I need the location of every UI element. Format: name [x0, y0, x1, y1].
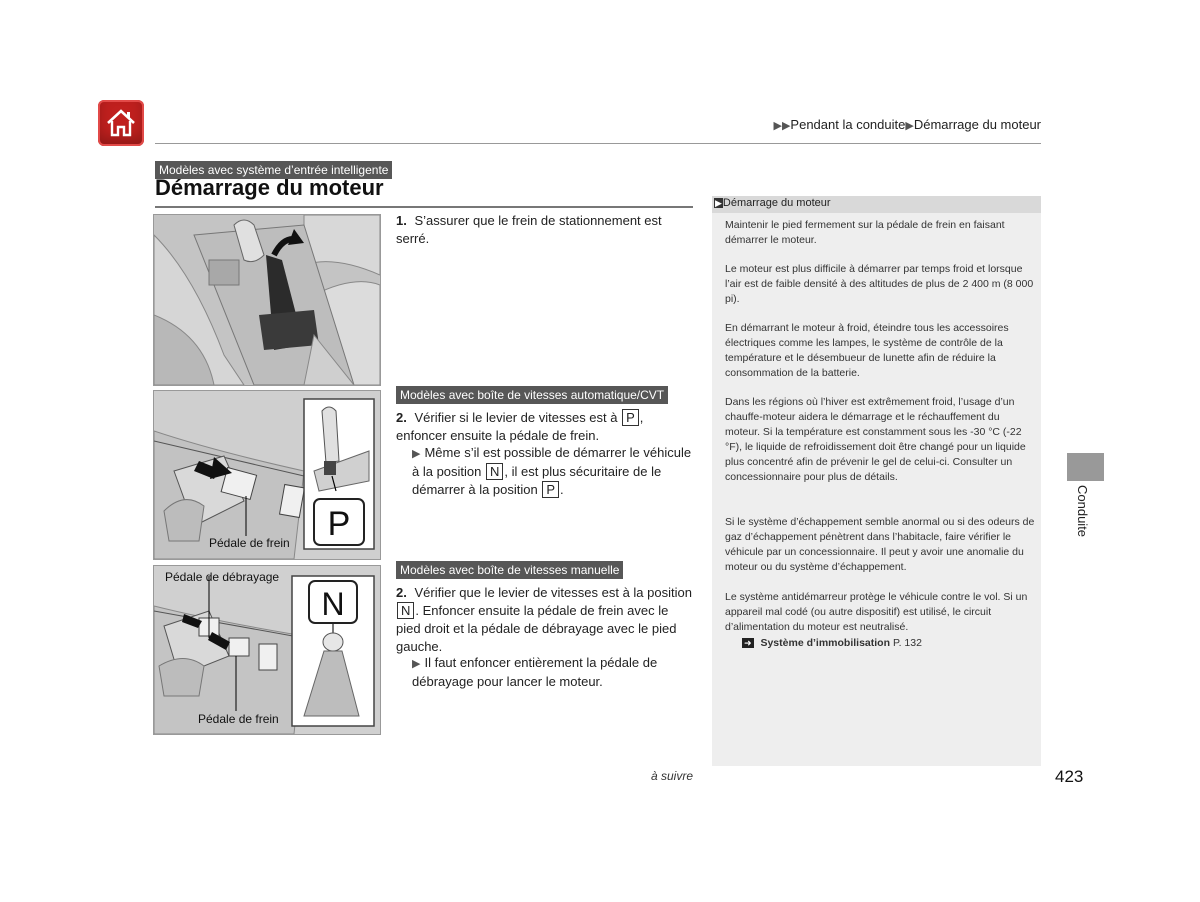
- step-text: Vérifier si le levier de vitesses est à: [414, 410, 618, 425]
- gear-p-label: P: [327, 505, 351, 543]
- header-divider: [155, 143, 1041, 144]
- model-tag-automatic: Modèles avec boîte de vitesses automatique/CVT: [396, 386, 668, 404]
- notes-title: [714, 197, 831, 209]
- arrow-icon: ▶: [412, 658, 421, 670]
- note-paragraph: En démarrant le moteur à froid, éteindre tous les accessoires électriques comme les lampes, le système de contrôle de la température et le désembueur de lunette afin de réduire la consommation de la batterie.: [725, 322, 1009, 379]
- parking-brake-illustration: [153, 214, 381, 386]
- reference-label[interactable]: Système d’immobilisation: [760, 637, 891, 649]
- home-icon: [105, 107, 137, 139]
- note-text: .: [560, 482, 564, 497]
- title-divider: [155, 206, 693, 208]
- note-text: , il est plus sécuritaire de le démarrer à la position: [412, 464, 662, 497]
- note-paragraph: Le système antidémarreur protège le véhicule contre le vol. Si un appareil mal codé (ou autre dispositif) est utilisé, le circuit d’alimentation du moteur est neutralisé.: [725, 591, 1028, 633]
- step-number: 1.: [396, 213, 407, 228]
- step-text: . Enfoncer ensuite la pédale de frein avec le pied droit et la pédale de débrayage avec le pied gauche.: [396, 603, 677, 654]
- arrow-icon: ▶: [412, 448, 421, 460]
- note-paragraph: Le moteur est plus difficile à démarrer par temps froid et lorsque l’air est de faible densité à des altitudes de plus de 2 400 m (8 000 pi).: [725, 263, 1034, 305]
- clutch-brake-shifter-illustration: [153, 565, 381, 735]
- gear-n-box: N: [486, 463, 503, 480]
- brake-pedal-label: Pédale de frein: [209, 536, 290, 550]
- step-text: , enfoncer ensuite la pédale de frein.: [396, 410, 644, 443]
- home-button[interactable]: [98, 100, 144, 146]
- step-2-manual: [396, 584, 696, 656]
- notes-title-text: Démarrage du moteur: [722, 197, 831, 209]
- brake-pedal-shifter-illustration: [153, 390, 381, 560]
- chapter-label: Conduite: [1075, 485, 1090, 538]
- note-text: Il faut enfoncer entièrement la pédale de débrayage pour lancer le moteur.: [412, 655, 658, 689]
- step-text: Vérifier que le levier de vitesses est à la position: [414, 585, 692, 600]
- breadcrumb-arrow-icon: ▶: [905, 120, 914, 132]
- brake-pedal-label: Pédale de frein: [198, 712, 279, 726]
- cross-reference[interactable]: [742, 636, 1052, 651]
- reference-page[interactable]: P. 132: [892, 637, 922, 649]
- page-number: 423: [1055, 767, 1084, 786]
- chapter-tab[interactable]: [1067, 453, 1104, 481]
- note-paragraph: Dans les régions où l’hiver est extrêmement froid, l’usage d’un chauffe-moteur aidera le démarrage et le réchauffement du moteur. Si la température est constamment sous les -30 °C (-22 °F), le liquide de refroidissement doit être changé pour un liquide plus concentré afin de prévenir le gel de celui-ci. Consulter un concessionnaire pour plus de détails.: [725, 396, 1026, 483]
- model-tag-smart-entry: Modèles avec système d’entrée intelligente: [155, 161, 392, 179]
- gear-p-box: P: [622, 409, 639, 426]
- step-1: [396, 212, 696, 248]
- note-paragraph: Si le système d’échappement semble anormal ou si des odeurs de gaz d’échappement pénètrent dans l’habitacle, faire vérifier le véhicule par un concessionnaire. Il peut y avoir une anomalie du moteur ou du système d’échappement.: [725, 516, 1035, 573]
- breadcrumb-arrow-icon: ▶▶: [773, 120, 791, 132]
- step-2-manual-note: [412, 654, 696, 691]
- note-marker-icon: ▶: [715, 198, 722, 208]
- step-text: S’assurer que le frein de stationnement est serré.: [396, 213, 662, 246]
- note-text: Même s’il est possible de démarrer le véhicule à la position: [412, 445, 692, 479]
- clutch-pedal-label: Pédale de débrayage: [165, 570, 280, 584]
- model-tag-manual: Modèles avec boîte de vitesses manuelle: [396, 561, 623, 579]
- reference-arrow-icon: ➜: [744, 638, 752, 648]
- step-2-automatic: [396, 409, 696, 445]
- continued-label: à suivre: [651, 769, 694, 783]
- breadcrumb-item[interactable]: Pendant la conduite: [790, 117, 906, 132]
- gear-n-label: N: [321, 586, 345, 622]
- note-paragraph: Maintenir le pied fermement sur la pédale de frein en faisant démarrer le moteur.: [725, 219, 1005, 246]
- step-number: 2.: [396, 410, 407, 425]
- step-2-automatic-note: [412, 444, 696, 499]
- gear-p-box: P: [542, 481, 559, 498]
- breadcrumb-item[interactable]: Démarrage du moteur: [913, 117, 1041, 132]
- gear-n-box: N: [397, 602, 414, 619]
- step-number: 2.: [396, 585, 407, 600]
- breadcrumb: [774, 117, 1042, 132]
- page-title: Démarrage du moteur: [155, 175, 384, 200]
